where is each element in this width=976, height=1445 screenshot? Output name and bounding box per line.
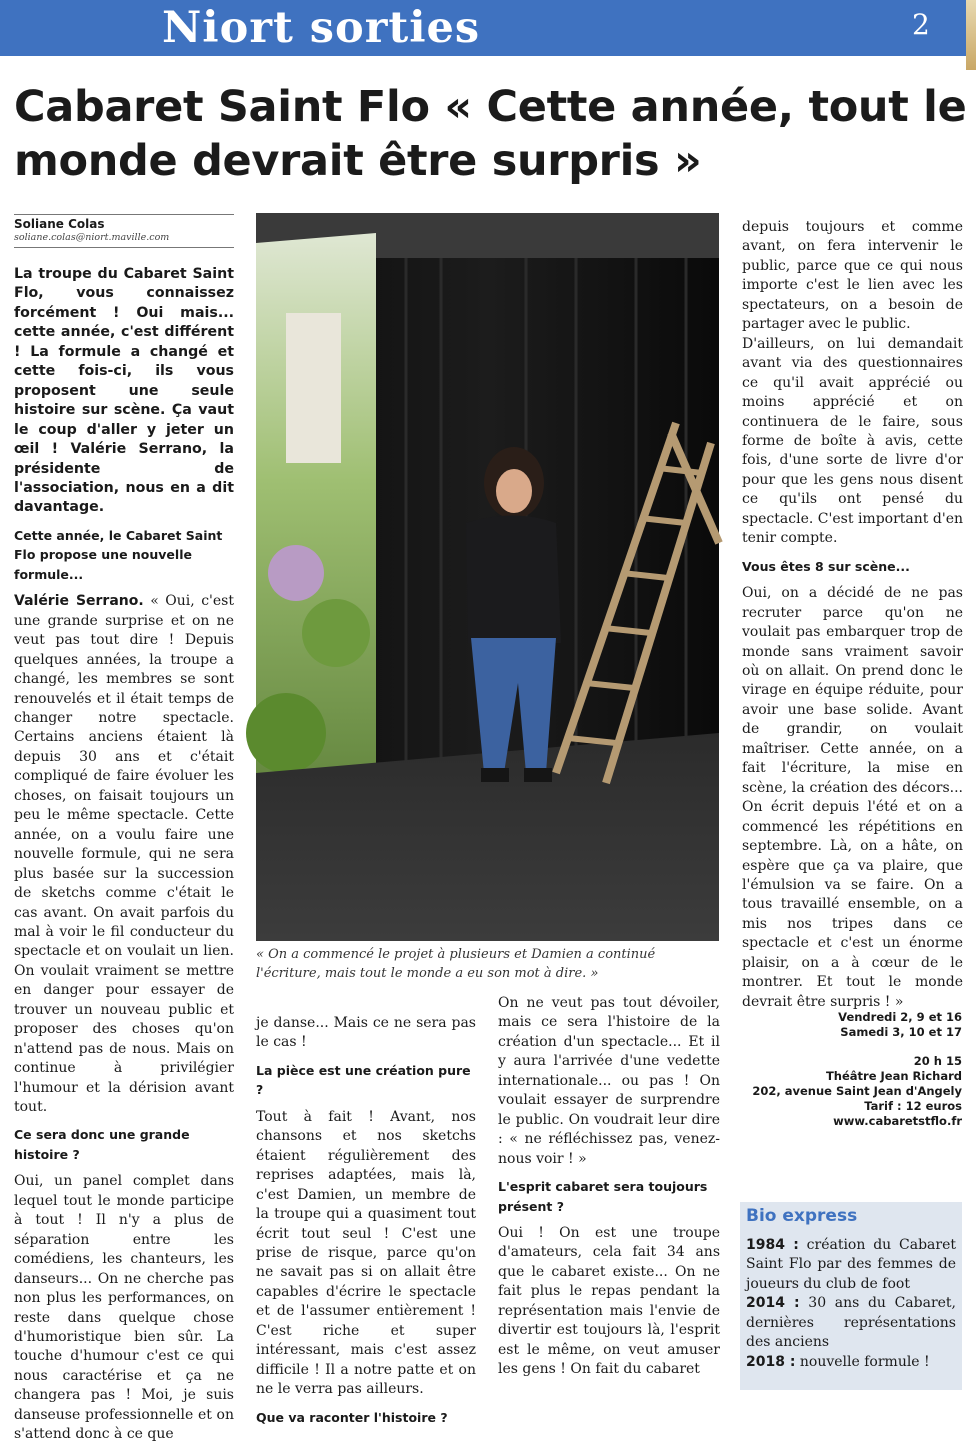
article-headline: Cabaret Saint Flo « Cette année, tout le monde devrait être surpris » bbox=[14, 82, 967, 186]
question-5: L'esprit cabaret sera toujours présent ? bbox=[498, 1179, 708, 1214]
answer-3: Tout à fait ! Avant, nos chansons et nos sketchs étaient régulièrement des reprises adaptées, mais là, c'est Damien, un membre de la troupe qui a quasiment tout écrit tout seul ! C'est une prise de risque, parce qu'on ne savait pas si on allait être capables d'écrire le spectacle et de l'assumer entièrement ! C'est riche et super intéressant, mais c'est assez difficile ! Il a notre patte et on ne le verra pas ailleurs. bbox=[256, 1108, 476, 1398]
page-edge-decoration bbox=[966, 0, 976, 70]
venue-address: 202, avenue Saint Jean d'Angely bbox=[752, 1084, 962, 1098]
answer-6: Oui, on a décidé de ne pas recruter parce qu'on ne voulait pas embarquer trop de monde sans vraiment savoir où on allait. On prend donc le virage en équipe réduite, pour avoir une base solide. Avant de grandir, on voulait maîtriser. Cette année, on a fait l'écriture, la mise en scène, la création des décors... On écrit depuis l'été et on a commencé les répétitions en septembre. Là, on a hâte, on espère que ça va plaire, que l'émulsion va se faire. On a tous travaillé ensemble, on a mis nos tripes dans ce spectacle et c'est un énorme plaisir, on a à cœur de le montrer. Et tout le monde devrait être surpris ! » bbox=[742, 585, 963, 1010]
answer-4: On ne veut pas tout dévoiler, mais ce sera l'histoire de la création d'un spectacle... Et il y aura l'arrivée d'une vedette internationale... ou pas ! On voulait essayer de surprendre le public. On voudrait leur dire : « ne réfléchissez pas, venez-nous voir ! » bbox=[498, 995, 720, 1167]
dates-saturdays: Samedi 3, 10 et 17 bbox=[840, 1025, 962, 1039]
photo-caption: « On a commencé le projet à plusieurs et Damien a continué l'écriture, mais tout le monde a eu son mot à dire. » bbox=[256, 947, 656, 981]
question-6: Vous êtes 8 sur scène... bbox=[742, 558, 910, 574]
column-1 bbox=[14, 265, 234, 1445]
show-time: 20 h 15 bbox=[913, 1054, 962, 1068]
venue-name: Théâtre Jean Richard bbox=[825, 1069, 962, 1083]
question-4: Que va raconter l'histoire ? bbox=[256, 1409, 448, 1425]
bio-text-1984: création du Cabaret Saint Flo par des femmes de joueurs du club de foot bbox=[746, 1237, 957, 1292]
answer-2-part-1: Oui, un panel complet dans lequel tout le monde participe à tout ! Il n'y a plus de séparation entre les comédiens, les chanteurs, les danseurs... On ne cherche pas non plus les performances, on reste dans quelque chose d'humoristique bien sûr. La touche d'humour c'est ce qui nous caractérise et ça ne changera pas ! Moi, je suis danseuse professionnelle et on s'attend donc à ce que bbox=[14, 1173, 234, 1443]
bio-text-2014: 30 ans du Cabaret, dernières représentations des anciens bbox=[746, 1295, 957, 1351]
bio-year-2018: 2018 : bbox=[746, 1353, 796, 1370]
practical-info bbox=[742, 1010, 962, 1129]
answer-5-part-2: depuis toujours et comme avant, on fera intervenir le public, parce que ce qui nous importe c'est le lien avec les spectateurs, on a besoin de partager avec le public. bbox=[742, 219, 963, 333]
bio-year-1984: 1984 : bbox=[746, 1237, 799, 1253]
bio-text-2018: nouvelle formule ! bbox=[795, 1353, 930, 1370]
byline bbox=[14, 214, 234, 248]
answer-1-text: « Oui, c'est une grande surprise et on ne veut pas tout dire ! Depuis quelques années, la troupe a changé, les membres se sont renouvelés et il était temps de changer notre spectacle. Certains anciens étaient là depuis 30 ans et c'était compliqué de faire évoluer les choses, on faisait toujours un peu le même spectacle. Cette année, on a voulu faire une nouvelle formule, qui ne sera plus basée sur la succession de sketchs comme c'était le cas avant. On avait parfois du mal à voir le fil conducteur du spectacle et on voulait un lien. On voulait vraiment se mettre en danger pour essayer de trouver un nouveau public et proposer des choses qu'on n'attend pas de nous. Mais on continue à privilégier l'humour et la dérision avant tout. bbox=[14, 593, 234, 1116]
bio-express-body bbox=[746, 1236, 956, 1372]
answer-5-part-3: D'ailleurs, on lui demandait avant via des questionnaires ce qu'il avait apprécié ou moins apprécié et on continuera de le faire, sous forme de boîte à avis, cette fois, d'une sorte de livre d'or pour que les gens nous disent ce qu'ils ont pensé du spectacle. C'est important d'en tenir compte. bbox=[742, 335, 963, 547]
author-email: soliane.colas@niort.maville.com bbox=[14, 232, 170, 243]
column-3 bbox=[498, 994, 720, 1380]
question-3: La pièce est une création pure ? bbox=[256, 1062, 471, 1098]
section-banner bbox=[0, 0, 976, 56]
answer-2-part-2: je danse... Mais ce ne sera pas le cas ! bbox=[256, 1015, 476, 1051]
speaker-name: Valérie Serrano. bbox=[14, 593, 144, 610]
bio-express-title: Bio express bbox=[746, 1206, 858, 1226]
section-title: Niort sorties bbox=[162, 3, 481, 53]
column-2 bbox=[256, 1014, 476, 1435]
stage-photo bbox=[256, 213, 719, 941]
answer-1 bbox=[14, 592, 234, 1117]
question-2: Ce sera donc une grande histoire ? bbox=[14, 1127, 190, 1162]
page-number: 2 bbox=[912, 8, 930, 41]
article-intro: La troupe du Cabaret Saint Flo, vous connaissez forcément ! Oui mais... cette année, c'est différent ! La formule a changé et cette fois-ci, ils vous proposent une seule histoire sur scène. Ça vaut le coup d'aller y jeter un œil ! Valérie Serrano, la présidente de l'association, nous en a dit davantage. bbox=[14, 266, 234, 516]
question-1: Cette année, le Cabaret Saint Flo propose une nouvelle formule... bbox=[14, 527, 223, 582]
column-4 bbox=[742, 218, 963, 1012]
dates-fridays: Vendredi 2, 9 et 16 bbox=[838, 1010, 962, 1024]
answer-5-part-1: Oui ! On est une troupe d'amateurs, cela fait 34 ans que le cabaret existe... On ne fait plus le repas pendant la représentation mais l'envie de divertir est toujours là, l'esprit est le même, on veut amuser les gens ! On fait du cabaret bbox=[498, 1224, 720, 1378]
ticket-price: Tarif : 12 euros bbox=[864, 1099, 962, 1113]
bio-year-2014: 2014 : bbox=[746, 1295, 800, 1312]
author-name: Soliane Colas bbox=[14, 217, 105, 231]
bio-express-box bbox=[740, 1202, 962, 1390]
website-link[interactable]: www.cabaretstflo.fr bbox=[833, 1114, 962, 1128]
stage-photo-illustration bbox=[256, 213, 719, 941]
